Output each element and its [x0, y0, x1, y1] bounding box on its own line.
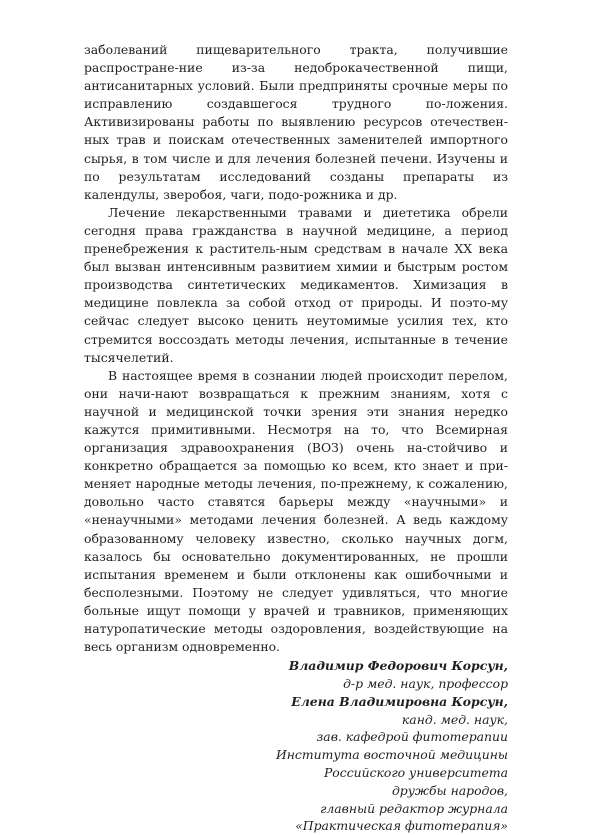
paragraph-present-time: В настоящее время в сознании людей происходит перелом, они начи-нают возвращаться к прежним знаниям, хотя с научной и медицинской точки зрения эти знания нередко кажутся примитивными. Несмотря на то, что Всемирная организация здравоохранения (ВОЗ) очень на-стойчиво и конкретно обращается за помощью ко всем, кто знает и при-меняет народные методы лечения, по-прежнему, к сожалению, довольно часто ставятся барьеры между «научными» и «ненаучными» методами лечения болезней. А ведь каждому образованному человеку известно, сколько научных догм, казалось бы основательно документированных, не прошли испытания временем и были отклонены как ошибочными и бесполезными. Поэтому не следует удивляться, что многие больные ищут помощи у врачей и травников, применяющих натуропатические методы оздоровления, воздействующие на весь организм одновременно. — [84, 367, 508, 655]
paragraph-herbal-treatment: Лечение лекарственными травами и диететика обрели сегодня права гражданства в научной медицине, а период пренебрежения к раститель-ным средствам в начале XX века был вызван интенсивным развитием химии и быстрым ростом производства синтетических медикаментов. Химизация в медицине повлекла за собой отход от природы. И поэто-му сейчас следует высоко ценить неутомимые усилия тех, кто стремится воссоздать методы лечения, испытанные в течение тысячелетий. — [84, 204, 508, 365]
signature-block — [84, 657, 508, 835]
author2-title-line: «Практическая фитотерапия» — [295, 818, 508, 834]
author2-title-line: канд. мед. наук, — [401, 711, 508, 727]
author1-name: Владимир Федорович Корсун, — [288, 658, 508, 674]
page-content — [84, 41, 508, 835]
author2-title-line: зав. кафедрой фитотерапии — [316, 729, 508, 745]
paragraph-continuation: заболеваний пищеварительного тракта, получившие распростране-ние из-за недоброкачественной пищи, антисанитарных условий. Были предприняты срочные меры по исправлению создавшегося трудного по-ложения. Активизированы работы по выявлению ресурсов отечествен-ных трав и поискам отечественных заменителей импортного сырья, в том числе и для лечения болезней печени. Изучены и по результатам исследований созданы препараты из календулы, зверобоя, чаги, подо-рожника и др. — [84, 42, 508, 202]
author2-name: Елена Владимировна Корсун, — [291, 693, 508, 709]
author2-title-line: Института восточной медицины — [275, 747, 508, 763]
author2-title-line: Российского университета — [323, 764, 508, 780]
author1-title: д-р мед. наук, профессор — [343, 675, 508, 691]
author2-title-line: главный редактор журнала — [320, 800, 508, 816]
author2-title-line: дружбы народов, — [391, 782, 508, 798]
